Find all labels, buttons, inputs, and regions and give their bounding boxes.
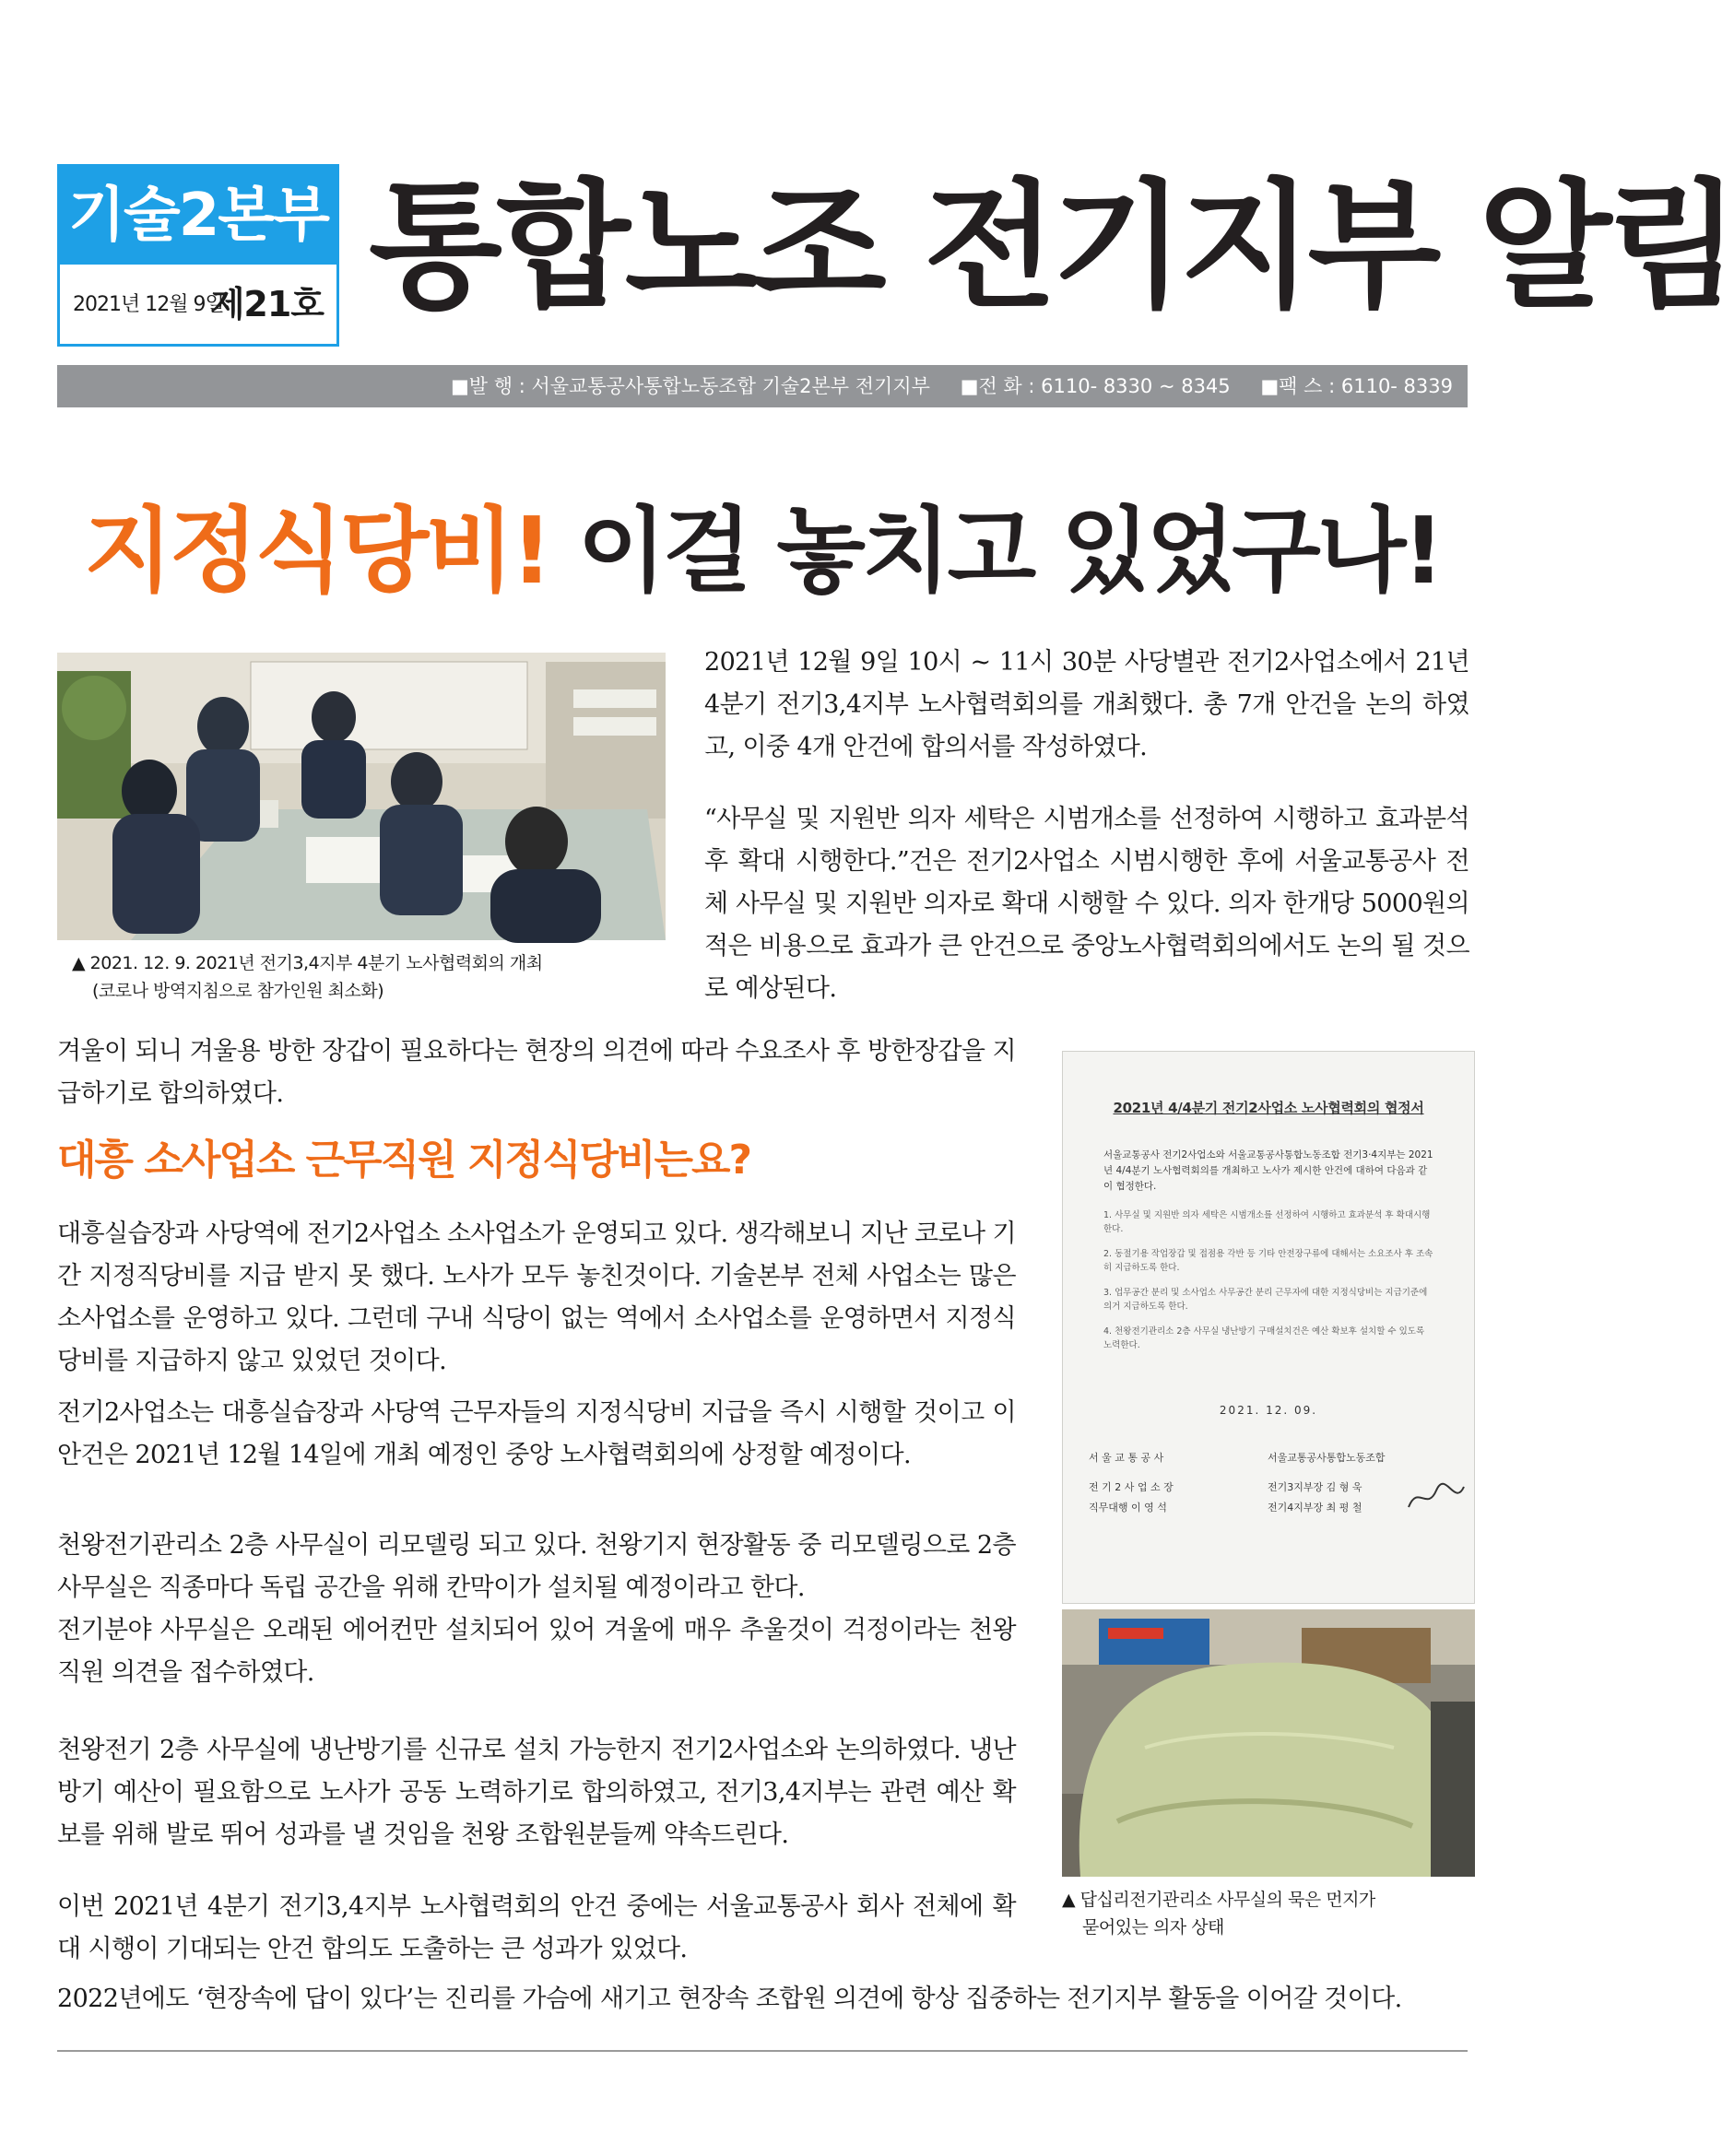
headline-accent: 지정식당비! <box>83 497 549 605</box>
handwritten-signature <box>1404 1479 1469 1516</box>
meeting-photo <box>57 653 666 940</box>
newsletter-title: 통합노조 전기지부 알림 <box>369 167 1734 327</box>
section-subheading: 대흥 소사업소 근무직원 지정식당비는요? <box>57 1137 751 1184</box>
agreement-item: 3. 업무공간 분리 및 소사업소 사무공간 분리 근무자에 대한 지정식당비는 지급기준에 의거 지급하도록 한다. <box>1103 1288 1428 1312</box>
article-paragraph: 천왕전기관리소 2층 사무실이 리모델링 되고 있다. 천왕기지 현장활동 중 리모델링으로 2층 사무실은 직종마다 독립 공간을 위해 칸막이가 설치될 예정이라고 한다. <box>57 1531 1016 1602</box>
agreement-item: 1. 사무실 및 지원반 의자 세탁은 시범개소를 선정하여 시행하고 효과분석 후 확대시행 한다. <box>1103 1210 1431 1234</box>
union-signature-block <box>1268 1448 1386 1518</box>
issue-number: 제21호 <box>210 284 324 324</box>
caption-line: 묻어있는 의자 상태 <box>1082 1917 1224 1938</box>
article-paragraph: “사무실 및 지원반 의자 세탁은 시범개소를 선정하여 시행하고 효과분석 후 확대 시행한다.”건은 전기2사업소 시범시행한 후에 서울교통공사 전체 사무실 및 지원반 의자로 확대 시행할 수 있다. 의자 한개당 5000원의 적은 비용으로 효과가 큰 안건으로 중앙노사협력회의에서도 논의 될 것으로 예상된다. <box>704 805 1469 1003</box>
signature-org: 서 울 교 통 공 사 <box>1089 1452 1164 1464</box>
bottom-divider <box>57 2050 1468 2052</box>
article-paragraph: 전기2사업소는 대흥실습장과 사당역 근무자들의 지정식당비 지급을 즉시 시행할 것이고 이 안건은 2021년 12월 14일에 개최 예정인 중앙 노사협력회의에 상정할 예정이다. <box>57 1398 1016 1469</box>
agreement-title: 2021년 4/4분기 전기2사업소 노사협력회의 협정서 <box>1113 1100 1424 1116</box>
article-paragraph: 겨울이 되니 겨울용 방한 장갑이 필요하다는 현장의 의견에 따라 수요조사 후 방한장갑을 지급하기로 합의하였다. <box>57 1037 1016 1108</box>
agreement-items <box>1103 1208 1435 1363</box>
management-signature-block <box>1089 1448 1174 1518</box>
agreement-document <box>1062 1051 1475 1604</box>
publisher-info-bar <box>57 365 1468 407</box>
agreement-intro: 서울교통공사 전기2사업소와 서울교통공사통합노동조합 전기3·4지부는 2021년 4/4분기 노사협력회의를 개최하고 노사가 제시한 안건에 대하여 다음과 같이 협정한다. <box>1103 1149 1433 1192</box>
signature-name: 전기4지부장 최 평 철 <box>1268 1502 1362 1514</box>
headline-rest: 이걸 놓치고 있었구나! <box>577 497 1442 605</box>
article-paragraph: 2021년 12월 9일 10시 ~ 11시 30분 사당별관 전기2사업소에서 21년 4분기 전기3,4지부 노사협력회의를 개최했다. 총 7개 안건을 논의 하였고, 이중 4개 안건에 합의서를 작성하였다. <box>704 648 1469 761</box>
agreement-date: 2021. 12. 09. <box>1219 1404 1318 1417</box>
article-paragraph: 천왕전기 2층 사무실에 냉난방기를 신규로 설치 가능한지 전기2사업소와 논의하였다. 냉난방기 예산이 필요함으로 노사가 공동 노력하기로 합의하였고, 전기3,4지부는 관련 예산 확보를 위해 발로 뛰어 성과를 낼 것임을 천왕 조합원분들께 약속드린다. <box>57 1736 1016 1849</box>
fax-text: ■팩 스 : 6110- 8339 <box>1260 375 1453 397</box>
issue-date: 2021년 12월 9일 <box>73 293 224 316</box>
meeting-photo-caption <box>72 949 543 1005</box>
caption-line: ▲ 답십리전기관리소 사무실의 묵은 먼지가 <box>1062 1890 1375 1910</box>
chair-photo-caption <box>1062 1886 1375 1941</box>
agreement-item: 4. 천왕전기관리소 2층 사무실 냉난방기 구매설치건은 예산 확보후 설치할 수 있도록 노력한다. <box>1103 1326 1425 1350</box>
phone-text: ■전 화 : 6110- 8330 ~ 8345 <box>960 375 1231 397</box>
headline <box>57 487 1468 616</box>
article-paragraph: 대흥실습장과 사당역에 전기2사업소 소사업소가 운영되고 있다. 생각해보니 지난 코로나 기간 지정직당비를 지급 받지 못 했다. 노사가 모두 놓친것이다. 기술본부 전체 사업소는 많은 소사업소를 운영하고 있다. 그런데 구내 식당이 없는 역에서 소사업소를 운영하면서 지정식당비를 지급하지 않고 있었던 것이다. <box>57 1219 1016 1375</box>
caption-line: (코로나 방역지침으로 참가인원 최소화) <box>92 981 384 1001</box>
signature-org: 서울교통공사통합노동조합 <box>1268 1452 1386 1464</box>
article-paragraph: 이번 2021년 4분기 전기3,4지부 노사협력회의 안건 중에는 서울교통공사 회사 전체에 확대 시행이 기대되는 안건 합의도 도출하는 큰 성과가 있었다. <box>57 1892 1016 1963</box>
agreement-item: 2. 동절기용 작업장갑 및 접점용 각반 등 기타 안전장구류에 대해서는 소요조사 후 조속히 지급하도록 한다. <box>1103 1249 1433 1273</box>
signature-title: 전기3지부장 김 형 욱 <box>1268 1481 1362 1493</box>
publisher-text: ■발 행 : 서울교통공사통합노동조합 기술2본부 전기지부 <box>450 375 930 397</box>
division-label: 기술2본부 <box>60 167 336 265</box>
signature-name: 직무대행 이 영 석 <box>1089 1502 1167 1514</box>
masthead-badge <box>57 164 339 347</box>
caption-line: ▲ 2021. 12. 9. 2021년 전기3,4지부 4분기 노사협력회의 개최 <box>72 953 543 973</box>
signature-title: 전 기 2 사 업 소 장 <box>1089 1481 1174 1493</box>
article-paragraph: 전기분야 사무실은 오래된 에어컨만 설치되어 있어 겨울에 매우 추울것이 걱정이라는 천왕직원 의견을 접수하였다. <box>57 1616 1016 1687</box>
article-closing: 2022년에도 ‘현장속에 답이 있다’는 진리를 가슴에 새기고 현장속 조합원 의견에 항상 집중하는 전기지부 활동을 이어갈 것이다. <box>57 1985 1402 2013</box>
chair-photo <box>1062 1609 1475 1877</box>
